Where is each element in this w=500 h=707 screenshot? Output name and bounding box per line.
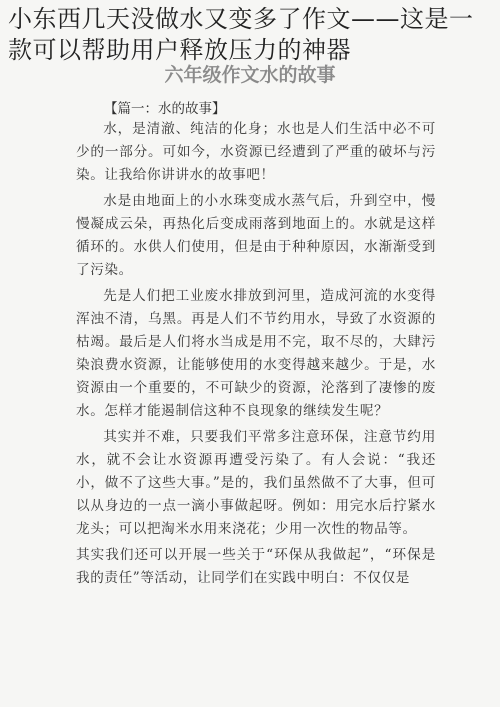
paragraph-1: 水，是清澈、纯洁的化身；水也是人们生活中必不可少的一部分。可如今，水资源已经遭到了严重的破坏与污染。让我给你讲讲水的故事吧！: [76, 121, 436, 183]
paragraph-2: 水是由地面上的小水珠变成水蒸气后，升到空中，慢慢凝成云朵，再热化后变成雨落到地面上的。水就是这样循环的。水供人们使用，但是由于种种原因，水渐渐受到了污染。: [76, 193, 436, 278]
document-title: 六年级作文水的故事: [164, 64, 336, 86]
paragraph-5: 其实我们还可以开展一些关于“环保从我做起”，“环保是我的责任”等活动，让同学们在实践中明白：不仅仅是: [76, 547, 436, 586]
section-heading: 【篇一：水的故事】: [104, 101, 226, 117]
paragraph-4: 其实并不难，只要我们平常多注意环保，注意节约用水，就不会让水资源再遭受污染了。有人会说：“我还小，做不了这些大事。”是的，我们虽然做不了大事，但可以从身边的一点一滴小事做起呀。例如：用完水后拧紧水龙头；可以把淘米水用来浇花；少用一次性的物品等。: [76, 429, 436, 537]
paragraph-3: 先是人们把工业废水排放到河里，造成河流的水变得浑浊不清，乌黑。再是人们不节约用水，导致了水资源的枯竭。最后是人们将水当成是用不完，取不尽的，大肆污染浪费水资源，让能够使用的水变得越来越少。于是，水资源由一个重要的，不可缺少的资源，沦落到了凄惨的废水。怎样才能遏制信这种不良现象的继续发生呢？: [76, 288, 436, 419]
overlay-headline: 小东西几天没做水又变多了作文——这是一款可以帮助用户释放压力的神器: [8, 5, 474, 64]
document-body: [76, 118, 436, 593]
